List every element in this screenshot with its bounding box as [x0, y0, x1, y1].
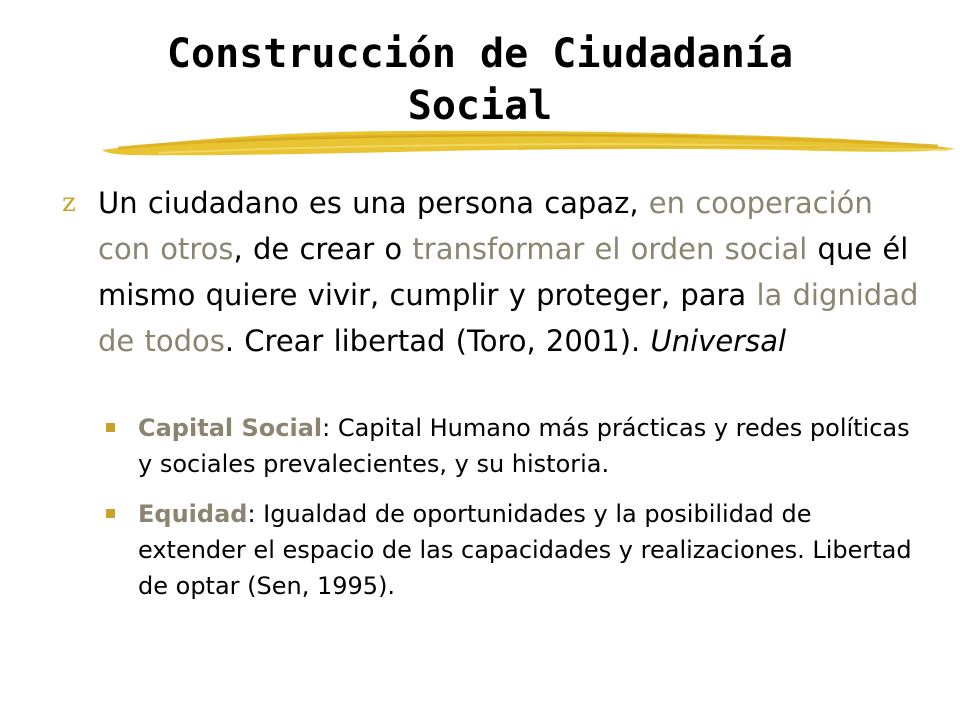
definition-capital-social: : Capital Humano más prácticas y redes políticas y sociales prevalecientes, y su historia.	[138, 414, 910, 478]
square-bullet-icon	[106, 509, 115, 518]
slide-title	[40, 28, 920, 132]
sub-bullet-item	[104, 410, 924, 482]
main-bullet-block	[62, 180, 922, 364]
term-capital-social: Capital Social	[138, 414, 323, 442]
term-equidad: Equidad	[138, 500, 248, 528]
sub-bullet-item	[104, 496, 924, 604]
square-bullet-icon	[106, 423, 115, 432]
brush-stroke-underline	[98, 122, 960, 162]
title-line-2: Social	[407, 83, 553, 129]
highlight-cooperation: en cooperación con otros	[98, 186, 873, 266]
sub-bullet-list	[104, 410, 924, 618]
z-bullet-icon: z	[62, 188, 76, 218]
main-paragraph	[62, 180, 922, 364]
main-text-part-4: . Crear libertad (Toro, 2001).	[224, 324, 651, 358]
main-text-part-2: , de crear o	[233, 232, 413, 266]
highlight-transform: transformar el orden social	[412, 232, 808, 266]
main-text-part-3: que él mismo quiere vivir, cumplir y proteger, para	[98, 232, 909, 312]
main-text-italic: Universal	[650, 324, 787, 358]
title-line-1: Construcción de Ciudadanía	[166, 31, 794, 77]
definition-equidad: : Igualdad de oportunidades y la posibilidad de extender el espacio de las capacidades y realizaciones. Libertad de optar (Sen, 1995).	[138, 500, 912, 600]
highlight-dignity: la dignidad de todos	[98, 278, 919, 358]
main-text-part-1: Un ciudadano es una persona capaz,	[98, 186, 649, 220]
